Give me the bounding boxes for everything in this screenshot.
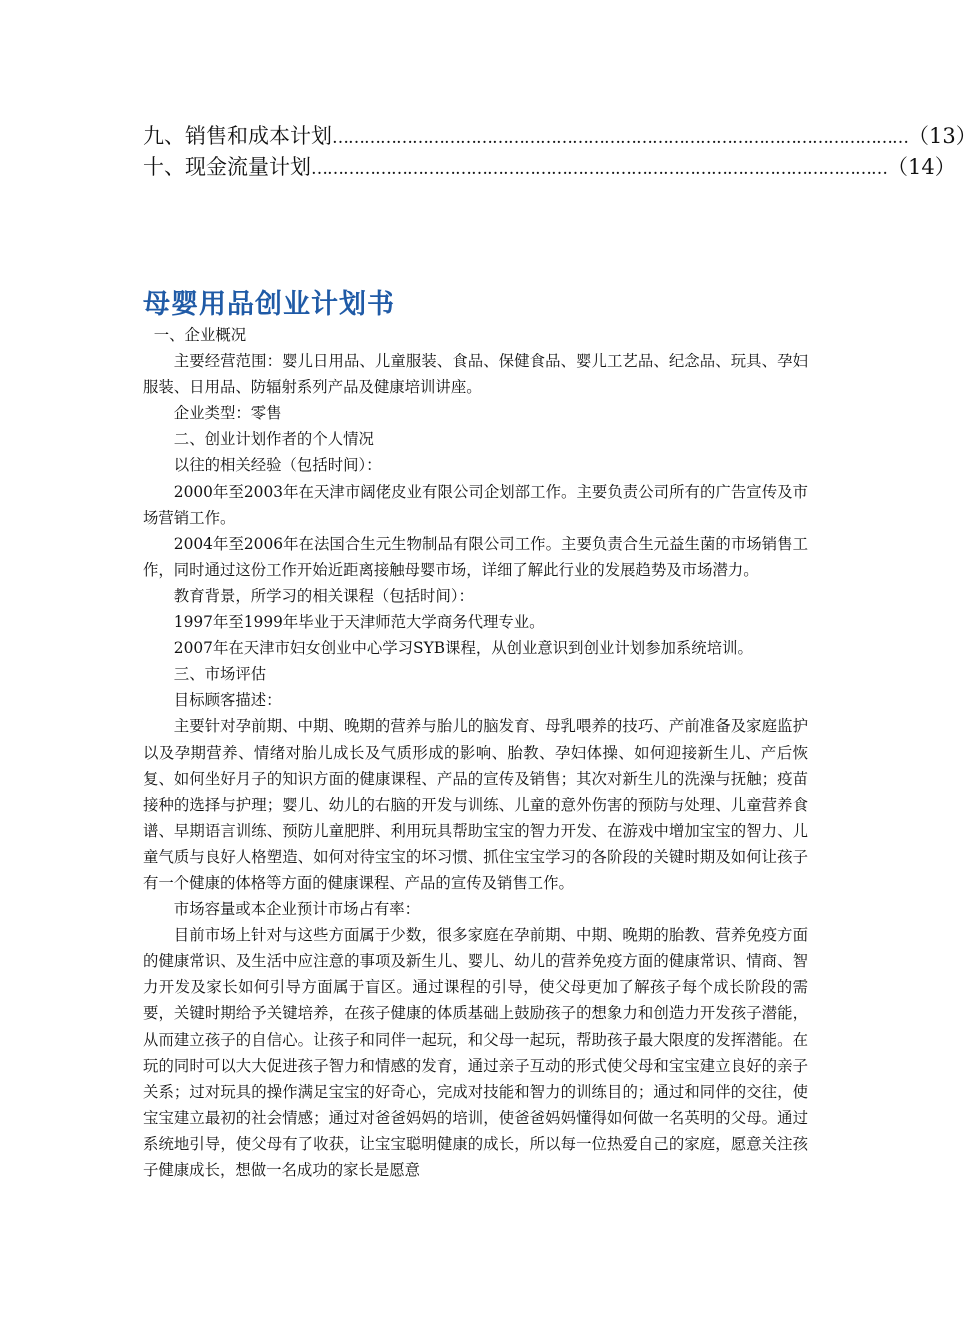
document-body [143,322,808,1183]
toc-leader-dots: ……………………………………………………………………………………………… [311,159,887,179]
paragraph: 市场容量或本企业预计市场占有率： [173,900,421,919]
toc-entry-label: 九、销售和成本计划 [143,124,332,148]
toc-entry[interactable] [143,122,977,153]
toc-entry-page: （14） [887,155,956,179]
paragraph: 2004年至2006年在法国合生元生物制品有限公司工作。主要负责合生元益生菌的市场销售工作，同时通过这份工作开始近距离接触母婴市场，详细了解此行业的发展趋势及市场潜力。 [143,534,808,579]
paragraph: 以往的相关经验（包括时间）： [173,456,382,475]
section-heading: 三、市场评估 [173,665,267,684]
paragraph: 1997年至1999年毕业于天津师范大学商务代理专业。 [173,613,545,632]
paragraph: 目标顾客描述： [173,691,282,710]
paragraph: 目前市场上针对与这些方面属于少数，很多家庭在孕前期、中期、晚期的胎教、营养免疫方面的健康常识、及生活中应注意的事项及新生儿、婴儿、幼儿的营养免疫方面的健康常识、情商、智力开发及家长如何引导方面属于盲区。通过课程的引导，使父母更加了解孩子每个成长阶段的需要，关键时期给予关键培养，在孩子健康的体质基础上鼓励孩子的想象力和创造力开发孩子潜能，从而建立孩子的自信心。让孩子和同伴一起玩，和父母一起玩，帮助孩子最大限度的发挥潜能。在玩的同时可以大大促进孩子智力和情感的发育，通过亲子互动的形式使父母和宝宝建立良好的亲子关系；过对玩具的操作满足宝宝的好奇心，完成对技能和智力的训练目的；通过和同伴的交往，使宝宝建立最初的社会情感；通过对爸爸妈妈的培训，使爸爸妈妈懂得如何做一名英明的父母。通过系统地引导，使父母有了收获，让宝宝聪明健康的成长，所以每一位热爱自己的家庭，愿意关注孩子健康成长，想做一名成功的家长是愿意 [143,926,808,1179]
paragraph: 主要针对孕前期、中期、晚期的营养与胎儿的脑发育、母乳喂养的技巧、产前准备及家庭监护以及孕期营养、情绪对胎儿成长及气质形成的影响、胎教、孕妇体操、如何迎接新生儿、产后恢复、如何坐好月子的知识方面的健康课程、产品的宣传及销售；其次对新生儿的洗澡与抚触；疫苗接种的选择与护理；婴儿、幼儿的右脑的开发与训练、儿童的意外伤害的预防与处理、儿童营养食谱、早期语言训练、预防儿童肥胖、利用玩具帮助宝宝的智力开发、在游戏中增加宝宝的智力、儿童气质与良好人格塑造、如何对待宝宝的坏习惯、抓住宝宝学习的各阶段的关键时期及如何让孩子有一个健康的体格等方面的健康课程、产品的宣传及销售工作。 [143,717,808,892]
paragraph: 2000年至2003年在天津市阔佬皮业有限公司企划部工作。主要负责公司所有的广告宣传及市场营销工作。 [143,482,808,527]
document-title: 母婴用品创业计划书 [143,289,395,320]
paragraph: 企业类型：零售 [173,404,282,423]
section-heading: 二、创业计划作者的个人情况 [173,430,374,449]
paragraph: 教育背景，所学习的相关课程（包括时间）： [173,586,474,605]
paragraph: 2007年在天津市妇女创业中心学习SYB课程，从创业意识到创业计划参加系统培训。 [173,639,753,658]
paragraph: 主要经营范围：婴儿日用品、儿童服装、食品、保健食品、婴儿工艺品、纪念品、玩具、孕妇服装、日用品、防辐射系列产品及健康培训讲座。 [143,352,808,397]
toc-entry[interactable] [143,153,956,184]
toc-leader-dots: ……………………………………………………………………………………………… [332,128,908,148]
toc-entry-page: （13） [908,124,977,148]
toc-entry-label: 十、现金流量计划 [143,155,311,179]
section-heading: 一、企业概况 [153,326,247,344]
table-of-contents [143,122,977,184]
